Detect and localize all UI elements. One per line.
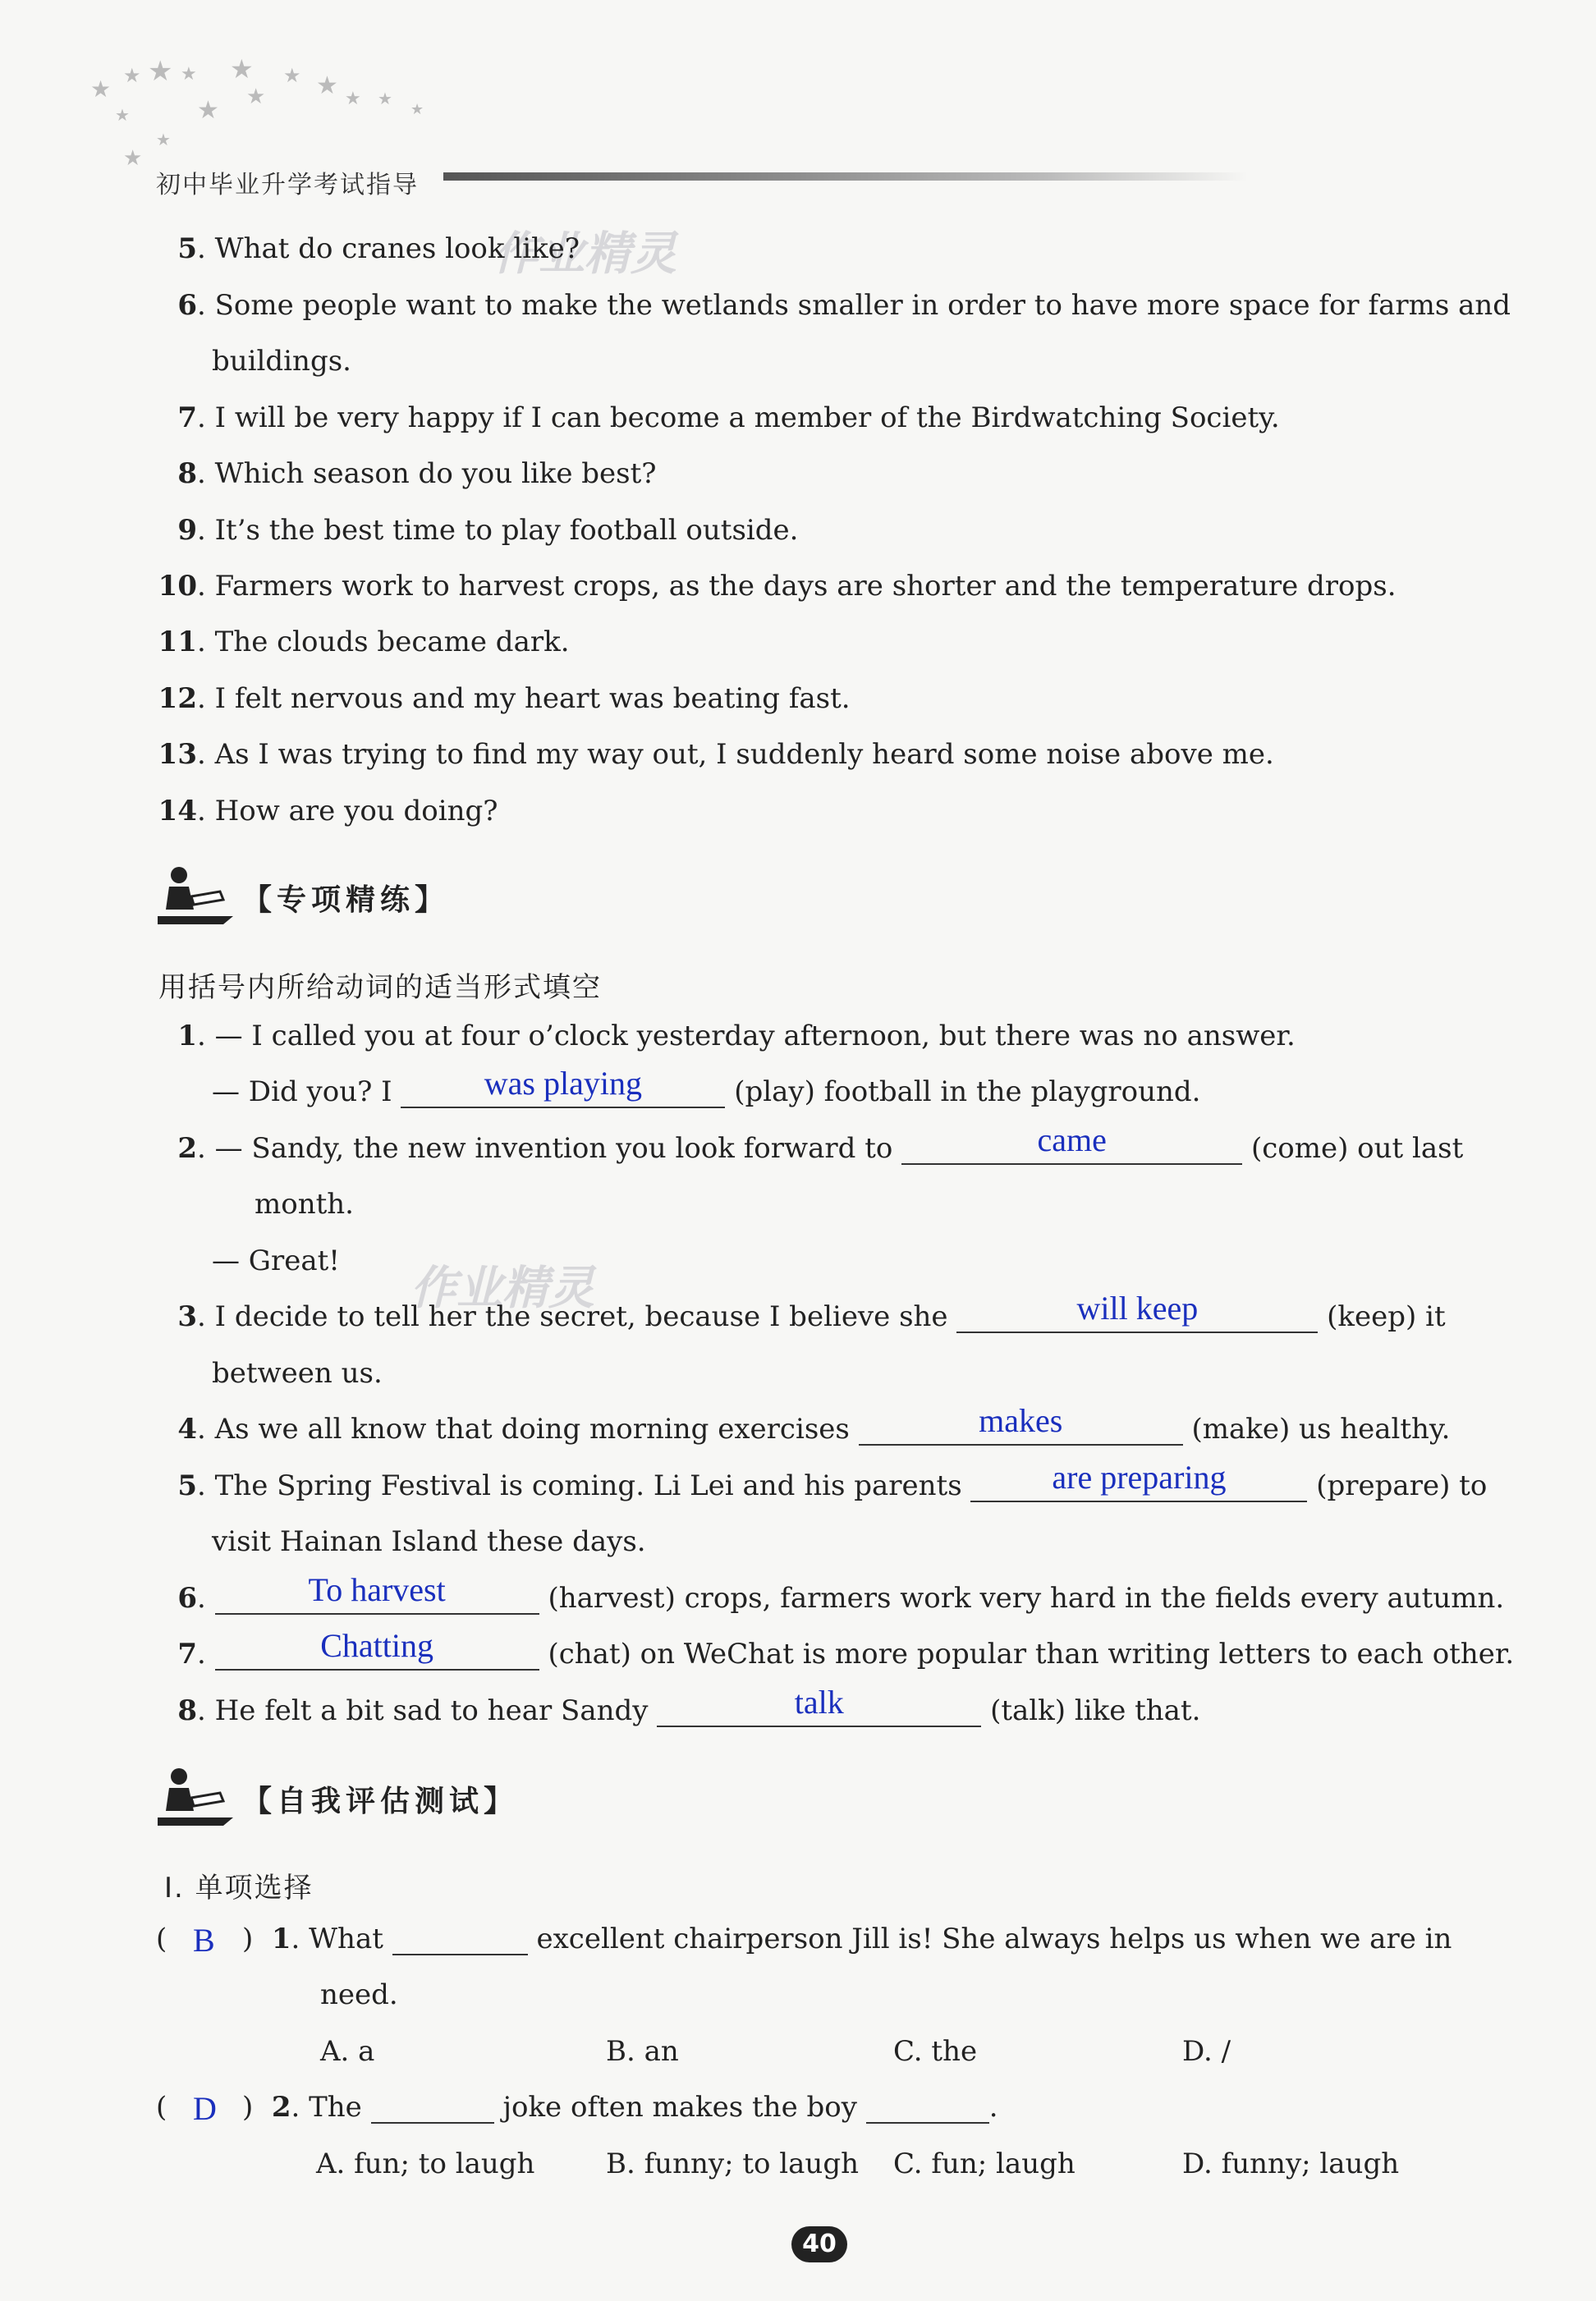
star-icon: ★ [345, 89, 361, 109]
star-icon: ★ [230, 53, 254, 85]
option: D. / [1182, 2035, 1231, 2068]
list-item: 14. How are you doing? [158, 795, 498, 827]
self-test-q1-cont: need. [320, 1978, 398, 2011]
self-test-title: 【自我评估测试】 [242, 1785, 519, 1818]
star-icon: ★ [316, 71, 338, 100]
star-icon: ★ [378, 89, 392, 108]
watermark: 作业精灵 [493, 227, 676, 281]
answer-bracket: ( D ) [156, 2090, 254, 2127]
list-item: 12. I felt nervous and my heart was beating fast. [158, 682, 851, 715]
option: A. fun; to laugh [316, 2147, 535, 2180]
list-item: 8. Which season do you like best? [177, 457, 657, 490]
option: B. funny; to laugh [606, 2147, 859, 2180]
handwritten-answer: was playing [484, 1065, 642, 1102]
practice-q7-line1: 7. Chatting (chat) on WeChat is more popular than writing letters to each other. [177, 1627, 1515, 1671]
list-item: 11. The clouds became dark. [158, 626, 570, 658]
handwritten-answer: makes [979, 1402, 1063, 1439]
answer-blank [956, 1290, 1318, 1333]
practice-q1-line2: — Did you? I was playing (play) football in the playground. [212, 1065, 1201, 1108]
practice-q8-line1: 8. He felt a bit sad to hear Sandy talk (talk) like that. [177, 1684, 1201, 1727]
practice-q2-cont: month. [255, 1188, 354, 1221]
answer-blank [657, 1684, 981, 1727]
option: C. fun; laugh [893, 2147, 1075, 2180]
practice-q2-line1: 2. — Sandy, the new invention you look forward to came (come) out last [177, 1121, 1464, 1165]
answer-blank [401, 1065, 725, 1108]
practice-q6-line1: 6. To harvest (harvest) crops, farmers work very hard in the fields every autumn. [177, 1571, 1505, 1615]
practice-title: 【专项精练】 [242, 883, 450, 917]
handwritten-answer: will keep [1076, 1290, 1199, 1327]
practice-q5-line1: 5. The Spring Festival is coming. Li Lei and his parents are preparing (prepare) to [177, 1459, 1488, 1502]
list-item: 6. Some people want to make the wetlands smaller in order to have more space for farms and [177, 289, 1511, 322]
answer-blank [859, 1402, 1183, 1446]
practice-q4-line1: 4. As we all know that doing morning exercises makes (make) us healthy. [177, 1402, 1451, 1446]
handwritten-answer: are preparing [1052, 1459, 1227, 1496]
watermark: 作业精灵 [410, 1262, 594, 1315]
star-icon: ★ [197, 96, 219, 125]
self-test-q1-line1: ( B ) 1. What excellent chairperson Jill is! She always helps us when we are in [156, 1922, 1452, 1959]
option: C. the [893, 2035, 978, 2068]
star-icon: ★ [90, 76, 112, 103]
practice-q1-line1: 1. — I called you at four o’clock yesterday afternoon, but there was no answer. [177, 1020, 1296, 1052]
answer-blank [215, 1627, 539, 1671]
star-icon: ★ [156, 130, 171, 149]
practice-instruction: 用括号内所给动词的适当形式填空 [158, 971, 602, 1004]
star-icon: ★ [123, 64, 141, 87]
practice-q3-cont: between us. [212, 1357, 383, 1390]
practice-q2-reply: — Great! [212, 1244, 340, 1277]
star-icon: ★ [410, 101, 424, 118]
list-item: 9. It’s the best time to play football outside. [177, 514, 799, 547]
star-icon: ★ [246, 85, 266, 109]
handwritten-answer: Chatting [320, 1627, 434, 1664]
answer-blank [392, 1926, 528, 1955]
answer-blank [970, 1459, 1307, 1502]
star-icon: ★ [148, 55, 173, 88]
option: A. a [320, 2035, 375, 2068]
practice-q3-line1: 3. I decide to tell her the secret, because I believe she will keep (keep) it [177, 1290, 1446, 1333]
answer-blank [371, 2094, 494, 2124]
answer-blank [866, 2094, 989, 2124]
self-test-part-title: I. 单项选择 [164, 1872, 314, 1905]
reader-icon [154, 862, 236, 928]
option: D. funny; laugh [1182, 2147, 1400, 2180]
page-number: 40 [791, 2226, 847, 2262]
star-icon: ★ [181, 64, 197, 85]
list-item: 10. Farmers work to harvest crops, as the days are shorter and the temperature drops. [158, 570, 1396, 603]
practice-q5-cont: visit Hainan Island these days. [212, 1525, 646, 1558]
handwritten-answer: To harvest [308, 1571, 446, 1608]
handwritten-choice: D [193, 2090, 217, 2127]
header-rule [443, 172, 1248, 181]
answer-blank [215, 1571, 539, 1615]
option: B. an [606, 2035, 679, 2068]
answer-bracket: ( B ) [156, 1922, 254, 1959]
star-icon: ★ [123, 146, 143, 171]
handwritten-choice: B [193, 1922, 215, 1959]
self-test-q2-line1: ( D ) 2. The joke often makes the boy . [156, 2090, 998, 2127]
handwritten-answer: came [1037, 1121, 1107, 1158]
list-item: 5. What do cranes look like? [177, 232, 580, 265]
list-item: 13. As I was trying to find my way out, I suddenly heard some noise above me. [158, 738, 1274, 771]
star-icon: ★ [115, 105, 130, 125]
reader-icon [154, 1763, 236, 1829]
handwritten-answer: talk [794, 1684, 844, 1721]
list-item-continuation: buildings. [212, 345, 351, 378]
answer-blank [901, 1121, 1242, 1165]
header-title: 初中毕业升学考试指导 [156, 171, 419, 199]
list-item: 7. I will be very happy if I can become a member of the Birdwatching Society. [177, 401, 1280, 434]
star-icon: ★ [283, 64, 301, 87]
